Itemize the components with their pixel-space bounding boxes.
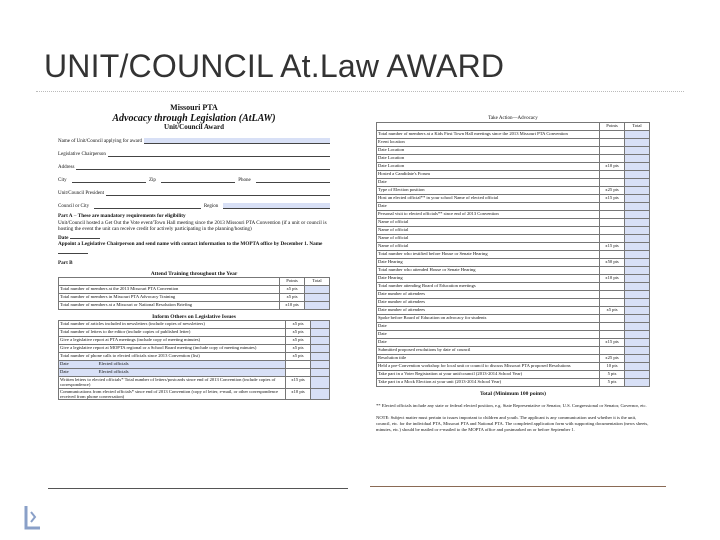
table-row (377, 307, 650, 315)
row-points: x15 pts (600, 195, 625, 203)
table-row (59, 344, 330, 352)
appoint-name-label: Name (309, 241, 323, 248)
row-description: Date number of attendees (377, 291, 600, 299)
row-description: Date Location (377, 163, 600, 171)
row-official-label: Elected officials (98, 368, 129, 374)
row-total-input[interactable] (625, 355, 650, 363)
appoint-name-field[interactable] (58, 248, 88, 254)
row-description: Name of official (377, 227, 600, 235)
row-description: Total number of members at the 2013 Missouri PTA Convention (59, 285, 280, 293)
row-points (600, 331, 625, 339)
title-divider (36, 91, 684, 92)
region-label: Region (203, 204, 219, 210)
row-total-input[interactable] (625, 227, 650, 235)
row-points: x10 pts (280, 301, 305, 309)
row-description: Date (377, 331, 600, 339)
row-points (286, 368, 311, 376)
table-row (59, 360, 330, 368)
table-row (59, 368, 330, 376)
row-description: Date Location (377, 147, 600, 155)
left-form-page (58, 104, 330, 479)
zip-label: Zip (148, 178, 156, 184)
row-points (600, 227, 625, 235)
row-total-input[interactable] (625, 291, 650, 299)
row-total-input[interactable] (311, 352, 330, 360)
row-description: Date number of attendees (377, 307, 600, 315)
row-points (600, 323, 625, 331)
row-description: Total number of letters to the editor (include copies of published letter) (59, 328, 286, 336)
row-description: Resolution title (377, 355, 600, 363)
row-total-input[interactable] (625, 299, 650, 307)
row-points (600, 155, 625, 163)
row-points (600, 139, 625, 147)
row-points (600, 211, 625, 219)
row-description: Hosted a Candidate's Forum (377, 171, 600, 179)
row-description: Give a legislative report at MOPTA regional or a School Board meeting (include copy of meeting minutes) (59, 344, 286, 352)
row-total-input[interactable] (625, 147, 650, 155)
table-row (59, 301, 330, 309)
row-total-input[interactable] (625, 307, 650, 315)
table-row (377, 243, 650, 251)
table-row (377, 203, 650, 211)
city-field[interactable] (72, 177, 146, 183)
row-description: Date Location (377, 155, 600, 163)
row-description: Date Hearing (377, 259, 600, 267)
table-row (59, 320, 330, 328)
row-total-input[interactable] (311, 368, 330, 376)
row-total-input[interactable] (625, 267, 650, 275)
row-total-input[interactable] (305, 301, 330, 309)
council-region-row (58, 199, 330, 209)
row-points: x5 pts (286, 320, 311, 328)
table-row (59, 336, 330, 344)
page-title: UNIT/COUNCIL At.Law AWARD (44, 48, 505, 84)
row-points (600, 147, 625, 155)
row-points (600, 267, 625, 275)
table-row (377, 323, 650, 331)
row-total-input[interactable] (305, 293, 330, 301)
row-total-input[interactable] (625, 259, 650, 267)
row-total-input[interactable] (625, 211, 650, 219)
president-field[interactable]: Unit/Council President (58, 186, 330, 196)
row-points: x5 pts (600, 307, 625, 315)
row-points: x50 pts (600, 259, 625, 267)
council-field[interactable] (94, 203, 201, 209)
row-description (59, 360, 286, 368)
row-date-label: Date (60, 368, 69, 374)
total-minimum-label: Total (Minimum 100 points) (480, 391, 546, 397)
row-points (600, 131, 625, 139)
points-header: Points (280, 277, 305, 285)
row-total-input[interactable] (625, 203, 650, 211)
row-description: Date (377, 203, 600, 211)
table-row (377, 251, 650, 259)
training-table (58, 277, 330, 310)
row-points (600, 315, 625, 323)
row-points (600, 235, 625, 243)
row-total-input[interactable] (625, 219, 650, 227)
row-points (600, 299, 625, 307)
row-description: Total number who attended House or Senate Hearing (377, 267, 600, 275)
table-row (377, 131, 650, 139)
row-total-input[interactable] (625, 235, 650, 243)
table-row (377, 363, 650, 371)
table-row (59, 293, 330, 301)
row-points (600, 347, 625, 355)
row-description: Host an elected official** in your school Name of elected official (377, 195, 600, 203)
form-heading-award: Unit/Council Award (164, 122, 224, 131)
row-total-input[interactable] (625, 155, 650, 163)
row-description: Give a legislative report at PTA meetings (include copy of meeting minutes) (59, 336, 286, 344)
form-heading-program: Advocacy through Legislation (AtLAW) (112, 112, 276, 124)
row-points: x10 pts (600, 275, 625, 283)
table-row (377, 291, 650, 299)
row-total-input[interactable] (311, 388, 330, 400)
row-points: x15 pts (286, 376, 311, 388)
points-header: Points (600, 123, 625, 131)
row-points (600, 283, 625, 291)
row-description: Spoke before Board of Education on advocacy for students (377, 315, 600, 323)
row-description: Date (377, 179, 600, 187)
elected-officials-note: ** Elected officials include any state or federal elected position, e.g. State Representative or Senator, U.S. Congressional or Senator, Governor, etc. (376, 403, 647, 408)
row-total-input[interactable] (305, 285, 330, 293)
row-description: Name of official (377, 243, 600, 251)
phone-label: Phone (238, 178, 251, 184)
table-row (377, 195, 650, 203)
row-total-input[interactable] (625, 323, 650, 331)
row-description: Take part in a Voter Registration at your unit/council (2013-2014 School Year) (377, 371, 600, 379)
row-points: x5 pts (280, 293, 305, 301)
row-points (600, 251, 625, 259)
table-row (377, 227, 650, 235)
table-header-row (59, 277, 330, 285)
unit-name-field[interactable]: Name of Unit/Council applying for award (58, 134, 330, 144)
training-section-title: Attend Training throughout the Year (150, 270, 238, 277)
table-row (59, 388, 330, 400)
table-row (377, 155, 650, 163)
part-a-date-field[interactable] (70, 233, 100, 239)
row-description: Event location (377, 139, 600, 147)
row-total-input[interactable] (625, 331, 650, 339)
row-points: x10 pts (286, 388, 311, 400)
region-field[interactable] (223, 203, 330, 209)
row-total-input[interactable] (625, 251, 650, 259)
row-description: Total number of phone calls to elected officials since 2013 Convention (list) (59, 352, 286, 360)
city-zip-phone-row (58, 173, 330, 183)
table-row (377, 299, 650, 307)
row-total-input[interactable] (625, 347, 650, 355)
row-description: Held a pre-Convention workshop for local unit or council to discuss Missouri PTA proposed Resolutions (377, 363, 600, 371)
inform-section-title: Inform Others on Legislative Issues (152, 313, 236, 320)
row-points: x5 pts (280, 285, 305, 293)
row-points (600, 291, 625, 299)
row-points: x10 pts (600, 163, 625, 171)
row-points: x15 pts (600, 243, 625, 251)
row-points (600, 203, 625, 211)
row-description (59, 368, 286, 376)
row-total-input[interactable] (625, 283, 650, 291)
row-points (600, 171, 625, 179)
table-row (377, 275, 650, 283)
row-description: Written letters to elected officials* Total number of letters/postcards since end of 2013 Convention (include copies of correspondence) (59, 376, 286, 388)
table-row (377, 171, 650, 179)
table-row (377, 179, 650, 187)
submission-note: NOTE: Subject matter must pertain to issues important to children and youth. The applicant is any communication used whether it is the unit, council, etc. for the individual PTA, Missouri PTA and National PTA. The completed application form with supporting documentation (news sheets, minutes, etc.) should be mailed or e-mailed to the MOPTA office and postmarked on or before September 1. (376, 414, 649, 432)
city-label: City (58, 178, 67, 184)
row-description: Communications from elected officials* since end of 2013 Convention (copy of letter, e-mail, or other correspondence received from phone conversation) (59, 388, 286, 400)
table-row (377, 235, 650, 243)
row-points: 10 pts (600, 363, 625, 371)
row-description: Personal visit to elected officials** since end of 2013 Convention (377, 211, 600, 219)
row-points: 5 pts (600, 371, 625, 379)
left-page-edge (48, 488, 348, 489)
row-description: Total number of members in Missouri PTA Advocacy Training (59, 293, 280, 301)
row-points: x5 pts (286, 328, 311, 336)
row-description: Submitted proposed resolutions by date of council (377, 347, 600, 355)
row-total-input[interactable] (311, 376, 330, 388)
row-points: x25 pts (600, 355, 625, 363)
row-total-input[interactable] (625, 371, 650, 379)
part-a-date-label: Date (58, 234, 69, 241)
part-b-label: Part B (58, 260, 73, 267)
row-total-input[interactable] (625, 139, 650, 147)
form-heading-org: Missouri PTA (170, 103, 218, 112)
table-header-row (377, 123, 650, 131)
row-description: Name of official (377, 235, 600, 243)
row-points: 5 pts (600, 379, 625, 387)
row-total-input[interactable] (311, 344, 330, 352)
table-row (377, 139, 650, 147)
row-total-input[interactable] (625, 379, 650, 387)
row-points: x5 pts (286, 352, 311, 360)
address-field[interactable]: Address (58, 160, 330, 170)
table-row (377, 219, 650, 227)
right-page-edge (370, 486, 666, 487)
row-points: x25 pts (600, 187, 625, 195)
table-row (377, 267, 650, 275)
row-total-input[interactable] (311, 320, 330, 328)
table-row (59, 285, 330, 293)
phone-field[interactable] (256, 177, 330, 183)
take-action-table (376, 122, 650, 387)
row-total-input[interactable] (625, 363, 650, 371)
row-total-input[interactable] (625, 275, 650, 283)
row-description: Date (377, 323, 600, 331)
row-description: Take part in a Mock Election at your unit (2013-2014 School Year) (377, 379, 600, 387)
table-row (377, 147, 650, 155)
row-points: x5 pts (286, 336, 311, 344)
row-total-input[interactable] (625, 195, 650, 203)
slide-corner-bracket-icon (22, 504, 44, 530)
row-total-input[interactable] (625, 315, 650, 323)
council-label: Council or City (58, 204, 90, 210)
row-points: x5 pts (286, 344, 311, 352)
table-row (377, 211, 650, 219)
table-row (59, 376, 330, 388)
row-total-input[interactable] (625, 339, 650, 347)
row-official-label: Elected officials (98, 360, 129, 366)
row-description: Date Hearing (377, 275, 600, 283)
zip-field[interactable] (161, 177, 235, 183)
right-form-page (376, 116, 650, 476)
row-description: Type of Election position (377, 187, 600, 195)
row-description: Date (377, 339, 600, 347)
table-row (377, 315, 650, 323)
appoint-text: Appoint a Legislative Chairperson and send name with contact information to the MOPTA office by December 1. (58, 241, 309, 248)
row-total-input[interactable] (625, 163, 650, 171)
total-header: Total (625, 123, 650, 131)
row-points (286, 360, 311, 368)
row-total-input[interactable] (625, 171, 650, 179)
table-row (377, 355, 650, 363)
row-total-input[interactable] (311, 360, 330, 368)
table-row (377, 379, 650, 387)
table-row (377, 259, 650, 267)
table-row (377, 339, 650, 347)
row-description: Name of official (377, 219, 600, 227)
table-row (377, 163, 650, 171)
table-row (377, 283, 650, 291)
row-description: Total number of members at a Kids First Town Hall meetings since the 2013 Missouri PTA Convention (377, 131, 600, 139)
table-row (59, 352, 330, 360)
row-points: x15 pts (600, 339, 625, 347)
part-a-heading: These are mandatory requirements for eligibility (77, 213, 186, 220)
row-total-input[interactable] (625, 179, 650, 187)
inform-table (58, 320, 330, 400)
table-row (377, 347, 650, 355)
row-description: Total number of members at a Missouri or National Resolution Briefing (59, 301, 280, 309)
part-a-section: Part A – These are mandatory requirements for eligibility Unit/Council hosted a Get Out the Vote event/Town Hall meeting since the 2013 Missouri PTA Convention (if a unit or council is hosting the event the unit can receive credit for actively participating in the planning/hosting) Date Appoint a Legislative Chairperson and send name with contact information to the MOPTA office by December 1. Name (58, 213, 330, 256)
row-total-input[interactable] (625, 243, 650, 251)
row-total-input[interactable] (625, 131, 650, 139)
row-points (600, 219, 625, 227)
row-description: Total number who testified before House or Senate Hearing (377, 251, 600, 259)
row-points (600, 179, 625, 187)
chairperson-field[interactable]: Legislative Chairperson (58, 147, 330, 157)
table-row (59, 328, 330, 336)
take-action-title: Take Action—Advocacy (488, 116, 538, 121)
row-description: Total number attending Board of Education meetings (377, 283, 600, 291)
part-a-label: Part A (58, 213, 73, 220)
table-row (377, 371, 650, 379)
row-total-input[interactable] (311, 328, 330, 336)
part-a-text: Unit/Council hosted a Get Out the Vote event/Town Hall meeting since the 2013 Missouri PTA Convention (if a unit or council is hosting the event the unit can receive credit for actively participating in the planning/hosting) (58, 219, 327, 233)
row-description: Date number of attendees (377, 299, 600, 307)
table-row (377, 331, 650, 339)
row-description: Total number of articles included in newsletters (include copies of newsletters) (59, 320, 286, 328)
total-header: Total (305, 277, 330, 285)
row-date-label: Date (60, 360, 69, 366)
row-total-input[interactable] (625, 187, 650, 195)
table-row (377, 187, 650, 195)
row-total-input[interactable] (311, 336, 330, 344)
